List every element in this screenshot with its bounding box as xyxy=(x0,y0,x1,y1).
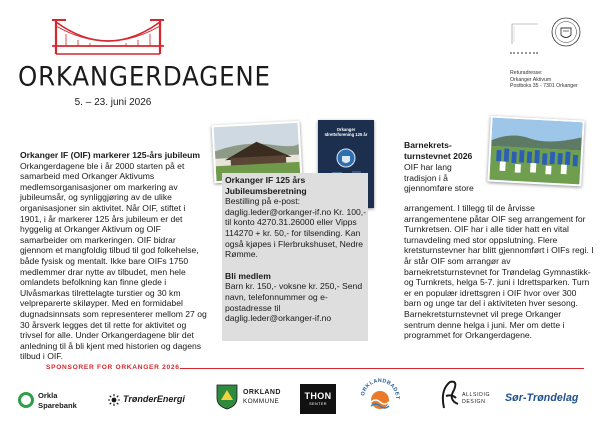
sponsors-heading: SPONSORER FOR ORKANGER 2026 xyxy=(46,364,180,371)
article-jubileum xyxy=(20,150,208,362)
gymnastics-image-icon xyxy=(489,118,582,185)
sponsor-orkla-sparebank: Orkla Sparebank xyxy=(18,390,93,414)
postage-dots xyxy=(510,52,538,54)
sponsor-thon-senter: THON SENTER xyxy=(300,384,336,414)
orkla-ring-icon xyxy=(18,392,34,408)
article-jubileum-body: Orkangerdagene ble i år 2000 starten på et samarbeid med Orkanger Aktivums medlemsorganisasjoner om markering av jubileumsår, og synliggjøring av de ulike organisasjoner sin aktivitet. Når OIF, stiftet i 1901, i år markerer 125 års jubileum er det hyggelig at Orkanger Aktivum og OIF samarbeider om markeringen. OIF bidrar gjennom et mangfoldig tilbud til god folkehelse, både fysisk og mentalt. Ikke bare OIFs 1750 medlemmer drar nytte av tilbudet, men hele omlandets befolkning kan finne glede i Ulvåsmarkas tilrettelagte turstier og 30 km velpreparerte skiløyper. Med en formidabel dugnadsinnsats som representerer mellom 27 og 30 årsverk legges det til rette for aktivitet og trivsel for alle. Under Orkangerdagene blir det anledning til å bli kjent med historien og dagens tilbud i OIF. xyxy=(20,160,207,362)
membership-heading: Bli medlem xyxy=(225,270,271,281)
sponsor-tronderenergi: TrønderEnergi xyxy=(108,392,212,410)
municipal-shield-icon xyxy=(216,384,238,410)
article-turnstevnet-intro: OIF har lang tradisjon i å gjennomføre store xyxy=(404,162,474,194)
sponsor-sor-trondelag: Sør-Trøndelag xyxy=(505,392,579,404)
page-title: ORKANGERDAGENE xyxy=(18,60,271,93)
sponsor-orklandbadet xyxy=(358,374,402,418)
article-turnstevnet-heading: Barnekrets-turnstevnet 2026 xyxy=(404,140,473,161)
book-title: Orkanger Idrettsforening 125 år xyxy=(324,127,368,137)
article-jubileum-lead: Orkanger IF (OIF) markerer 125-års jubileum xyxy=(20,150,201,160)
bridge-logo-icon xyxy=(52,16,164,58)
article-beretning-body: Bestilling på e-post: daglig.leder@orkanger-if.no Kr. 100,- til konto 4270.31.26000 eller Vipps 114270 + kr. 50,- for tilsending. Kan også kjøpes i Flerbrukshuset, Nedre Rømme. xyxy=(225,196,367,260)
sponsors-divider xyxy=(180,368,584,369)
sponsor-orkland-kommune: ORKLAND KOMMUNE xyxy=(216,384,300,414)
brand-block xyxy=(18,60,271,108)
article-turnstevnet-body: arrangement. I tillegg til de årvisse arrangementene påtar OIF seg arrangement for Turnkretsen. OIF har i alle tider hatt en vital turnavdeling med stor oppslutning. Flere kretsturnstevner har blitt gjennomført i OIFs regi. I år står OIF som arrangør av barnekretsturnstevnet for Trøndelag Gymnastikk- og Turnkrets, helga 5-7. juni i Idrettsparken. Turn er en populær idrettsgren i OIF hvor over 300 barn og unge tar del i aktiviteten hver sesong. Barnekretsturnstevnet vil prege Orkanger sentrum denne helga i juni. Mer om dette i programmet for Orkangerdagene. xyxy=(404,203,594,341)
event-dates: 5. – 23. juni 2026 xyxy=(74,97,152,108)
article-beretning-heading: Orkanger IF 125 års Jubileumsberetning xyxy=(225,175,307,196)
article-beretning xyxy=(225,175,370,324)
sponsor-allsidig-design: ALLSIDIG DESIGN xyxy=(438,378,502,416)
sun-icon xyxy=(108,394,120,406)
orklandbadet-label: ORKLANDBADET xyxy=(360,377,401,400)
postal-seal-icon xyxy=(550,16,582,48)
gymnastics-photo xyxy=(487,116,584,187)
membership-body: Barn kr. 150,- voksne kr. 250,- Send navn, telefonnummer og e-postadresse til daglig.leder@orkanger-if.no xyxy=(225,281,363,324)
return-address: Returadresse: Orkanger Aktivum Postboks 35 - 7301 Orkanger xyxy=(510,70,578,89)
allsidig-glyph-icon xyxy=(438,378,462,412)
